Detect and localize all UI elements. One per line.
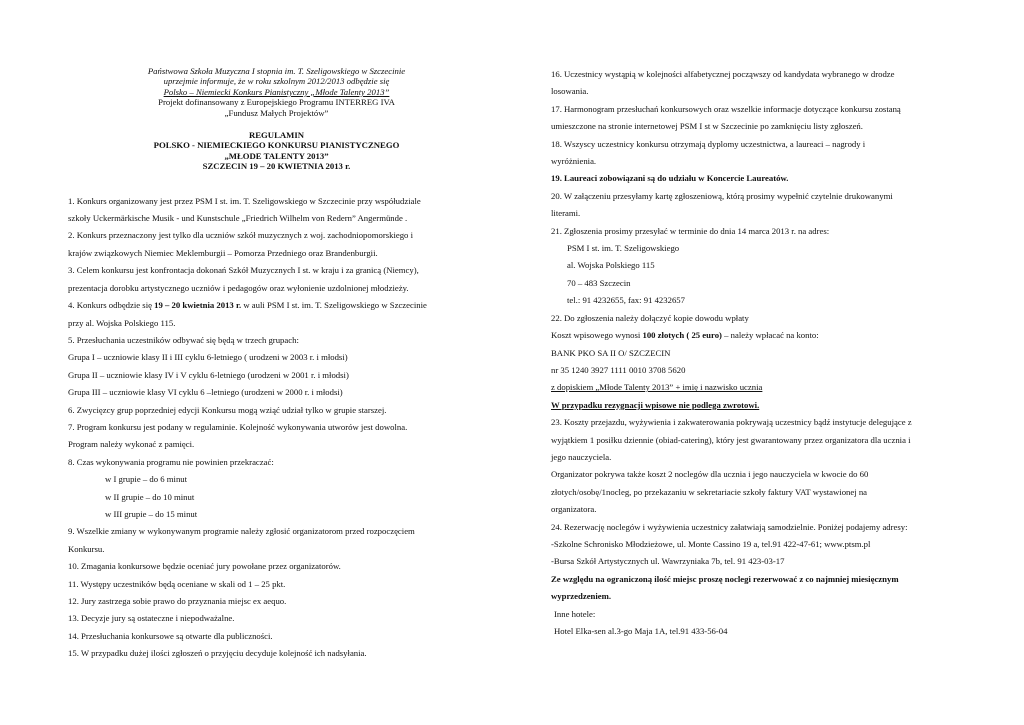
time-limit-line: w III grupie – do 15 minut bbox=[105, 508, 198, 519]
title-line: POLSKO - NIEMIECKIEGO KONKURSU PIANISTYCZNEGO bbox=[153, 140, 400, 151]
rule-line: wyróżnienia. bbox=[551, 156, 597, 167]
rule-line: 2. Konkurs przeznaczony jest tylko dla uczniów szkół muzycznych z woj. zachodniopomorskiego i bbox=[68, 230, 413, 241]
rule-line: szkoły Uckermärkische Musik - und Kunstschule „Friedrich Wilhelm von Redern” Angermünde . bbox=[68, 213, 408, 224]
regulation-title bbox=[68, 130, 485, 172]
rule-line: 7. Program konkursu jest podany w regulaminie. Kolejność wykonywania utworów jest dowolna. bbox=[68, 421, 408, 432]
booking-warning: Ze względu na ograniczoną ilość miejsc proszę noclegi rezerwować z co najmniej miesięcznym bbox=[551, 573, 899, 584]
rule-line: 15. W przypadku dużej ilości zgłoszeń o przyjęciu decyduje kolejność ich nadsyłania. bbox=[68, 648, 367, 659]
rule-line: 22. Do zgłoszenia należy dołączyć kopie dowodu wpłaty bbox=[551, 312, 749, 323]
address-line: tel.: 91 4232655, fax: 91 4232657 bbox=[567, 295, 685, 306]
rule-line: 13. Decyzje jury są ostateczne i niepodważalne. bbox=[68, 613, 235, 624]
header-line: „Fundusz Małych Projektów” bbox=[224, 107, 329, 118]
group-line: Grupa I – uczniowie klasy II i III cyklu 6-letniego ( urodzeni w 2003 r. i młodsi) bbox=[68, 352, 348, 363]
rule-line: 14. Przesłuchania konkursowe są otwarte dla publiczności. bbox=[68, 630, 273, 641]
fee-text: Koszt wpisowego wynosi bbox=[551, 330, 643, 341]
rule-line: 18. Wszyscy uczestnicy konkursu otrzymają dyplomy uczestnictwa, a laureaci – nagrody i bbox=[551, 138, 866, 149]
fee-text: – należy wpłacać na konto: bbox=[721, 330, 819, 341]
organizer-line: organizatora. bbox=[551, 504, 597, 515]
rule-line bbox=[68, 297, 485, 314]
transfer-note: z dopiskiem „Młode Talenty 2013” + imię i nazwisko ucznia bbox=[551, 382, 763, 393]
rule-line: 10. Zmagania konkursowe będzie oceniać jury powołane przez organizatorów. bbox=[68, 561, 341, 572]
rule-line: 6. Zwycięzcy grup poprzedniej edycji Konkursu mogą wziąć udział tylko w grupie starszej. bbox=[68, 404, 387, 415]
rule-line: 20. W załączeniu przesyłamy kartę zgłoszeniową, którą prosimy wypełnić czytelnie drukowanymi bbox=[551, 190, 893, 201]
rule-line: 1. Konkurs organizowany jest przez PSM I st. im. T. Szeligowskiego w Szczecinie przy współudziale bbox=[68, 195, 421, 206]
address-line: 70 – 483 Szczecin bbox=[567, 277, 631, 288]
rule-line: losowania. bbox=[551, 86, 589, 97]
title-line: SZCZECIN 19 – 20 KWIETNIA 2013 r. bbox=[202, 161, 351, 172]
time-limit-line: w II grupie – do 10 minut bbox=[105, 491, 195, 502]
header-line: Polsko – Niemiecki Konkurs Pianistyczny „Młode Talenty 2013” bbox=[163, 86, 390, 97]
header-line: Projekt dofinansowany z Europejskiego Programu INTERREG IVA bbox=[158, 97, 395, 108]
header-line: uprzejmie informuje, że w roku szkolnym 2012/2013 odbędzie się bbox=[163, 76, 390, 87]
rule-line: Konkursu. bbox=[68, 543, 105, 554]
rules-list-left bbox=[68, 193, 485, 663]
rule-line: 23. Koszty przejazdu, wyżywienia i zakwaterowania pokrywają uczestnicy bądź instytucje delegujące z bbox=[551, 417, 912, 428]
rule-line: 5. Przesłuchania uczestników odbywać się będą w trzech grupach: bbox=[68, 334, 299, 345]
fee-line bbox=[551, 327, 956, 344]
right-column bbox=[551, 66, 956, 640]
organizer-line: złotych/osobę/1nocleg, po przekazaniu w sekretariacie szkoły faktury VAT wystawionej na bbox=[551, 486, 868, 497]
accommodation-line: -Szkolne Schronisko Młodzieżowe, ul. Monte Cassino 19 a, tel.91 422-47-61; www.ptsm.pl bbox=[551, 538, 871, 549]
title-line: REGULAMIN bbox=[248, 130, 305, 141]
rule-line: 17. Harmonogram przesłuchań konkursowych oraz wszelkie informacje dotyczące konkursu zostaną bbox=[551, 103, 901, 114]
hotel-line: Hotel Elka-sen al.3-go Maja 1A, tel.91 433-56-04 bbox=[554, 626, 728, 636]
booking-warning: wyprzedzeniem. bbox=[551, 591, 612, 602]
rule-line: Program należy wykonać z pamięci. bbox=[68, 439, 195, 450]
group-line: Grupa II – uczniowie klasy IV i V cyklu 6-letniego (urodzeni w 2001 r. i młodsi) bbox=[68, 369, 349, 380]
rule-text: 4. Konkurs odbędzie się bbox=[68, 300, 155, 311]
address-line: al. Wojska Polskiego 115 bbox=[567, 260, 655, 271]
rule-line: 21. Zgłoszenia prosimy przesyłać w terminie do dnia 14 marca 2013 r. na adres: bbox=[551, 225, 830, 236]
rule-line: 19. Laureaci zobowiązani są do udziału w Koncercie Laureatów. bbox=[551, 173, 789, 184]
rule-line: 24. Rezerwację noclegów i wyżywienia uczestnicy załatwiają samodzielnie. Poniżej podajemy adresy: bbox=[551, 521, 908, 532]
rule-line: literami. bbox=[551, 208, 581, 219]
left-column bbox=[68, 66, 485, 663]
bank-name: BANK PKO SA II O/ SZCZECIN bbox=[551, 347, 671, 358]
rule-line: jego nauczyciela. bbox=[551, 451, 612, 462]
rule-line: 11. Występy uczestników będą oceniane w skali od 1 – 25 pkt. bbox=[68, 578, 286, 589]
title-line: „MŁODE TALENTY 2013” bbox=[224, 150, 329, 161]
rule-line: 3. Celem konkursu jest konfrontacja dokonań Szkół Muzycznych I st. w kraju i za granicą (Niemcy), bbox=[68, 265, 419, 276]
accommodation-line: -Bursa Szkół Artystycznych ul. Wawrzyniaka 7b, tel. 91 423-03-17 bbox=[551, 556, 785, 567]
school-header bbox=[68, 66, 485, 118]
bank-account: nr 35 1240 3927 1111 0010 3708 5620 bbox=[551, 364, 686, 375]
group-line: Grupa III – uczniowie klasy VI cyklu 6 –letniego (urodzeni w 2000 r. i młodsi) bbox=[68, 387, 343, 398]
rule-line: krajów związkowych Niemiec Meklemburgii – Pomorza Przedniego oraz Brandenburgii. bbox=[68, 247, 378, 258]
organizer-line: Organizator pokrywa także koszt 2 noclegów dla ucznia i jego nauczyciela w kwocie do 60 bbox=[551, 469, 869, 480]
rule-line: wyjątkiem 1 posiłku dziennie (obiad-catering), który jest gwarantowany przez organizatora dla ucznia i bbox=[551, 434, 911, 445]
rule-line: 8. Czas wykonywania programu nie powinien przekraczać: bbox=[68, 456, 274, 467]
competition-dates: 19 – 20 kwietnia 2013 r. bbox=[154, 300, 242, 311]
fee-amount: 100 złotych ( 25 euro) bbox=[642, 330, 722, 341]
rule-line: 9. Wszelkie zmiany w wykonywanym programie należy zgłosić organizatorom przed rozpoczęciem bbox=[68, 526, 415, 537]
rule-line: prezentacja dorobku artystycznego uczniów i pedagogów oraz wyłonienie uzdolnionej młodzieży. bbox=[68, 282, 409, 293]
rule-line: 16. Uczestnicy wystąpią w kolejności alfabetycznej począwszy od kandydata wybranego w drodze bbox=[551, 69, 895, 79]
rule-text: w auli PSM I st. im. T. Szeligowskiego w Szczecinie bbox=[241, 300, 427, 311]
rule-line: przy al. Wojska Polskiego 115. bbox=[68, 317, 176, 328]
no-refund-note: W przypadku rezygnacji wpisowe nie podlega zwrotowi. bbox=[551, 399, 760, 410]
address-line: PSM I st. im. T. Szeligowskiego bbox=[567, 243, 680, 254]
header-line: Państwowa Szkoła Muzyczna I stopnia im. T. Szeligowskiego w Szczecinie bbox=[147, 66, 406, 76]
time-limit-line: w I grupie – do 6 minut bbox=[105, 474, 188, 485]
rule-line: umieszczone na stronie internetowej PSM I st w Szczecinie po zamknięciu listy zgłoszeń. bbox=[551, 121, 863, 132]
other-hotels-label: Inne hotele: bbox=[554, 608, 596, 619]
rule-line: 12. Jury zastrzega sobie prawo do przyznania miejsc ex aequo. bbox=[68, 596, 287, 606]
